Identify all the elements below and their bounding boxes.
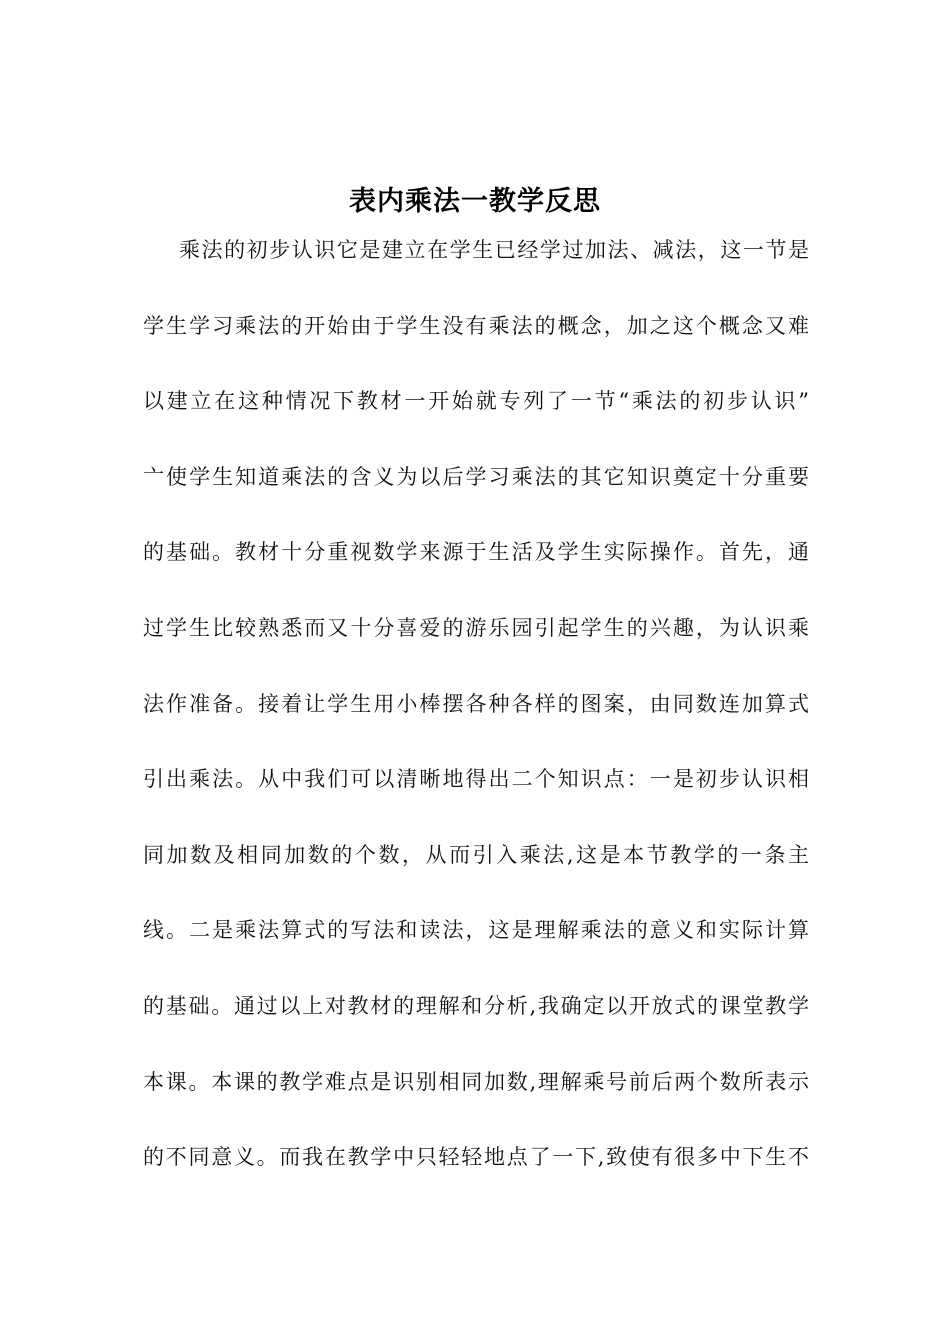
- paragraph-line: 本课。本课的教学难点是识别相同加数,理解乘号前后两个数所表示: [143, 1069, 809, 1094]
- paragraph-line: 的基础。通过以上对教材的理解和分析,我确定以开放式的课堂教学: [143, 993, 809, 1018]
- paragraph-line: 线。二是乘法算式的写法和读法，这是理解乘法的意义和实际计算: [143, 918, 809, 943]
- document-title: 表内乘法一教学反思: [349, 186, 601, 217]
- paragraph-line: 法作准备。接着让学生用小棒摆各种各样的图案，由同数连加算式: [143, 691, 809, 716]
- paragraph-line: 亠使学生知道乘法的含义为以后学习乘法的其它知识奠定十分重要: [143, 464, 809, 489]
- paragraph-line: 过学生比较熟悉而又十分喜爱的游乐园引起学生的兴趣，为认识乘: [143, 615, 809, 640]
- paragraph-line: 引出乘法。从中我们可以清晰地得出二个知识点：一是初步认识相: [143, 767, 809, 792]
- paragraph-line: 的不同意义。而我在教学中只轻轻地点了一下,致使有很多中下生不: [143, 1145, 809, 1170]
- paragraph-line: 的基础。教材十分重视数学来源于生活及学生实际操作。首先，通: [143, 540, 809, 565]
- paragraph-line: 乘法的初步认识它是建立在学生已经学过加法、减法，这一节是: [179, 238, 809, 262]
- paragraph-line: 同加数及相同加数的个数，从而引入乘法,这是本节教学的一条主: [143, 842, 809, 867]
- paragraph-line: 学生学习乘法的开始由于学生没有乘法的概念，加之这个概念又难: [143, 313, 809, 338]
- document-body: [143, 230, 809, 1213]
- paragraph-line: 以建立在这种情况下教材一开始就专列了一节“乘法的初步认识”: [143, 389, 809, 414]
